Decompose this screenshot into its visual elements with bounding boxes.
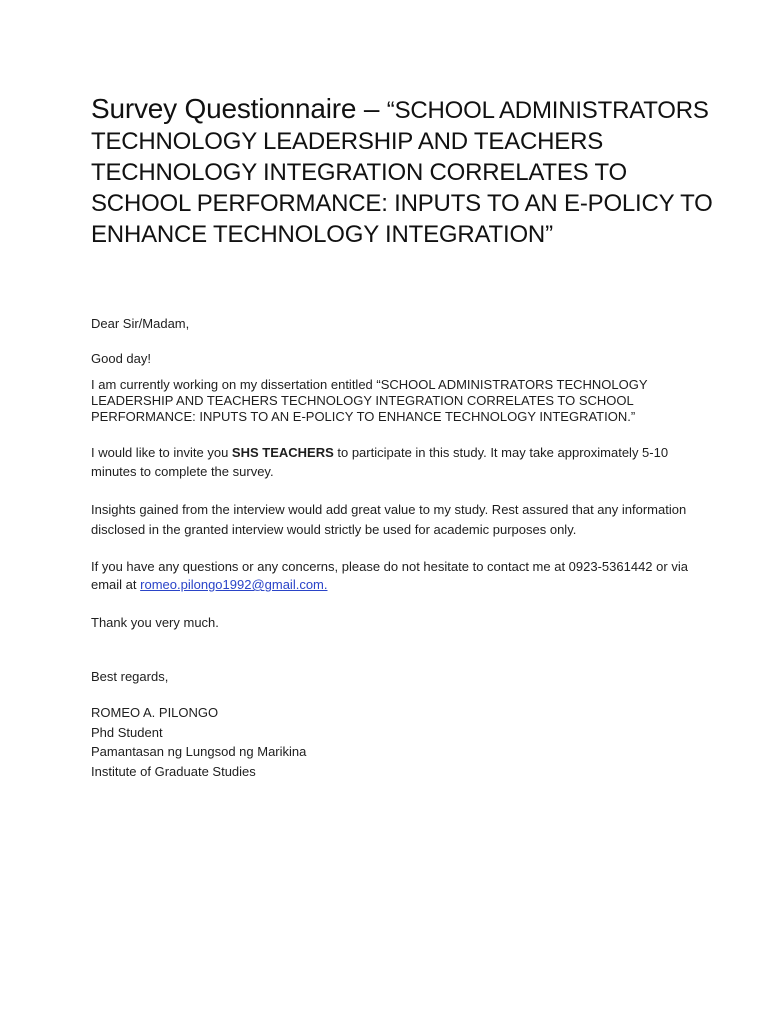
greeting: Good day! (91, 351, 151, 366)
contact-text: If you have any questions or any concerns, please do not hesitate to contact me at 0923-5361442 or via email at (91, 559, 688, 592)
title-study-name: “SCHOOL ADMINISTRATORS TECHNOLOGY LEADERSHIP AND TEACHERS TECHNOLOGY INTEGRATION CORRELATES TO SCHOOL PERFORMANCE: INPUTS TO AN E-POLICY TO ENHANCE TECHNOLOGY INTEGRATION” (91, 97, 713, 248)
invitation-text-end: to participate in this study. It may take approximately 5-10 minutes to complete the survey. (91, 445, 669, 479)
signature-institute: Institute of Graduate Studies (91, 763, 256, 779)
thanks-line: Thank you very much. (91, 615, 219, 630)
closing-line: Best regards, (91, 669, 169, 684)
insights-paragraph: Insights gained from the interview would add great value to my study. Rest assured that any information disclosed in the granted interview would strictly be used for academic purposes only. (91, 502, 687, 537)
document-title (91, 93, 731, 250)
signature-role: Phd Student (91, 724, 163, 740)
dissertation-paragraph: I am currently working on my dissertation entitled “SCHOOL ADMINISTRATORS TECHNOLOGY LEADERSHIP AND TEACHERS TECHNOLOGY INTEGRATION CORRELATES TO SCHOOL PERFORMANCE: INPUTS TO AN E-POLICY TO ENHANCE TECHNOLOGY INTEGRATION.” (91, 377, 648, 424)
signature-name: ROMEO A. PILONGO (91, 705, 219, 720)
target-respondents: SHS TEACHERS (231, 445, 334, 460)
signature-block (91, 703, 711, 781)
email-link[interactable]: romeo.pilongo1992@gmail.com. (140, 577, 328, 592)
salutation: Dear Sir/Madam, (91, 316, 190, 331)
contact-paragraph (91, 558, 711, 594)
invitation-text-start: I would like to invite you (91, 445, 232, 460)
invitation-paragraph (91, 443, 711, 481)
signature-university: Pamantasan ng Lungsod ng Marikina (91, 744, 307, 759)
letter-body (91, 316, 711, 781)
title-lead: Survey Questionnaire – (91, 93, 387, 124)
